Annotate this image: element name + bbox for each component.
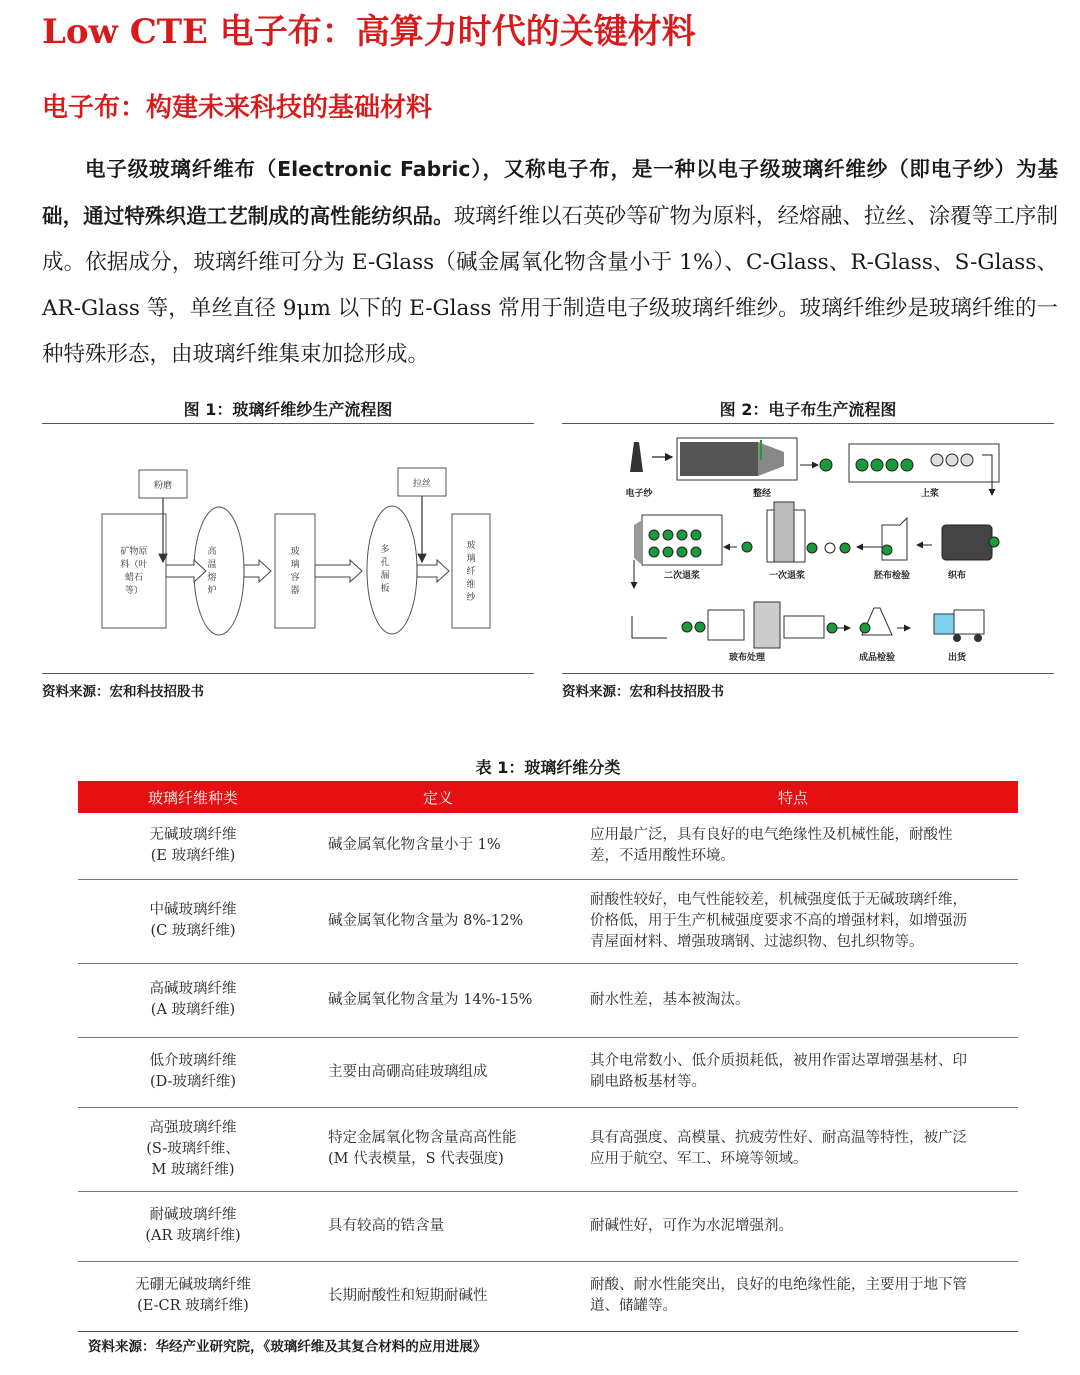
type-line: (E 玻璃纤维) <box>150 847 236 864</box>
cell-definition <box>308 879 568 963</box>
label-first-desizing: 一次退浆 <box>768 571 806 581</box>
definition-line: 长期耐酸性和短期耐碱性 <box>328 1287 488 1304</box>
label-grey-inspection: 胚布检验 <box>873 571 911 581</box>
sizing-roller-icon <box>901 459 913 471</box>
figure2-top-rule <box>562 423 1054 424</box>
label-finishing: 玻布处理 <box>728 653 766 663</box>
definition-line: 具有较高的锆含量 <box>328 1217 444 1234</box>
desize-roller-icon <box>677 530 687 540</box>
roller-icon <box>820 459 832 471</box>
inspection-roller-icon <box>882 545 892 555</box>
feature-line: 道、储罐等。 <box>590 1298 677 1314</box>
sizing-roller-icon <box>886 459 898 471</box>
container-label-3: 容 <box>290 573 300 583</box>
table-row <box>78 963 1018 1037</box>
figure1-top-rule <box>42 423 534 424</box>
label-weaving: 织布 <box>947 571 967 581</box>
table-row <box>78 1107 1018 1191</box>
feature-line: 耐酸性较好，电气性能较差，机械强度低于无碱玻璃纤维， <box>590 891 967 908</box>
figure1-bottom-rule <box>42 673 534 674</box>
cell-definition <box>308 963 568 1037</box>
cell-type <box>78 1261 308 1331</box>
feature-line: 耐水性差，基本被淘汰。 <box>590 991 750 1008</box>
table-row <box>78 1191 1018 1261</box>
figure1-source: 资料来源：宏和科技招股书 <box>42 684 204 700</box>
fiber-yarn-label-3: 纤 <box>466 567 476 577</box>
cell-features <box>568 813 1018 879</box>
raw-material-box <box>102 514 166 628</box>
feature-line: 价格低，用于生产机械强度要求不高的增强材料，如增强沥 <box>590 912 967 929</box>
raw-material-label-4: 等） <box>124 586 144 596</box>
desize-roller-icon <box>677 547 687 557</box>
type-line: 高强玻璃纤维 <box>149 1119 237 1136</box>
label-sizing: 上浆 <box>920 489 940 499</box>
raw-material-label-3: 蜡石 <box>124 573 144 583</box>
desize-roller-icon <box>663 530 673 540</box>
desize-roller-icon <box>663 547 673 557</box>
type-line: 无碱玻璃纤维 <box>149 826 237 843</box>
feature-line: 耐碱性好，可作为水泥增强剂。 <box>590 1217 793 1234</box>
container-label-2: 璃 <box>290 560 300 570</box>
warping-creel-icon <box>680 442 758 476</box>
furnace-label-4: 炉 <box>207 586 217 596</box>
cell-definition <box>308 813 568 879</box>
figure1-caption: 图 1：玻璃纤维纱生产流程图 <box>183 400 393 419</box>
desize-roller-icon <box>742 542 752 552</box>
feature-line: 具有高强度、高模量、抗疲劳性好、耐高温等特性，被广泛 <box>590 1130 967 1146</box>
furnace-label-3: 熔 <box>207 573 217 583</box>
bushing-label-1: 多 <box>380 545 390 555</box>
cell-definition <box>308 1037 568 1107</box>
figure2-process-diagram <box>562 430 1054 670</box>
table-row <box>78 1037 1018 1107</box>
fiber-yarn-label-5: 纱 <box>466 593 476 603</box>
shipping-wheel-icon <box>953 634 961 642</box>
desize-roller-icon <box>649 547 659 557</box>
cell-definition <box>308 1261 568 1331</box>
cell-features <box>568 963 1018 1037</box>
figure2-source: 资料来源：宏和科技招股书 <box>562 684 724 700</box>
arrow-r3-in <box>632 616 667 638</box>
table-row <box>78 813 1018 879</box>
finishing-roller-icon <box>682 622 692 632</box>
definition-line: (M 代表模量，S 代表强度) <box>328 1151 504 1167</box>
glass-fiber-classification-table <box>78 781 1018 1332</box>
drawing-label: 拉丝 <box>412 479 432 489</box>
bushing-label-2: 孔 <box>380 558 390 568</box>
finishing-roller-icon <box>695 622 705 632</box>
desize-roller-icon <box>807 543 817 553</box>
type-line: (AR 玻璃纤维) <box>145 1228 241 1244</box>
label-yarn: 电子纱 <box>625 489 653 499</box>
type-line: (E-CR 玻璃纤维) <box>137 1298 249 1314</box>
fiber-yarn-label-4: 维 <box>466 580 476 590</box>
type-line: 中碱玻璃纤维 <box>149 902 237 918</box>
figure2-caption: 图 2：电子布生产流程图 <box>719 400 897 419</box>
header-type: 玻璃纤维种类 <box>78 781 308 813</box>
type-line: (D-玻璃纤维) <box>149 1074 237 1090</box>
type-line: M 玻璃纤维) <box>151 1161 235 1178</box>
definition-line: 特定金属氧化物含量高高性能 <box>328 1130 517 1146</box>
fiber-yarn-label-2: 璃 <box>466 554 476 564</box>
powder-label: 粉磨 <box>153 481 173 491</box>
bushing-ellipse <box>367 506 417 634</box>
feature-line: 耐酸、耐水性能突出，良好的电绝缘性能，主要用于地下管 <box>590 1277 967 1293</box>
furnace-label-2: 温 <box>207 560 217 570</box>
bushing-label-3: 漏 <box>380 571 390 581</box>
type-line: 耐碱玻璃纤维 <box>149 1207 237 1223</box>
figure2-bottom-rule <box>562 673 1054 674</box>
weaving-loom-icon <box>942 525 992 560</box>
label-warping: 整经 <box>752 489 772 499</box>
cell-features <box>568 1107 1018 1191</box>
intro-paragraph <box>42 146 1058 378</box>
cell-definition <box>308 1191 568 1261</box>
sizing-dryer-icon <box>946 454 958 466</box>
definition-line: 碱金属氧化物含量小于 1% <box>328 837 501 854</box>
cell-type <box>78 1037 308 1107</box>
table-caption: 表 1：玻璃纤维分类 <box>475 758 621 777</box>
feature-line: 应用最广泛，具有良好的电气绝缘性及机械性能，耐酸性 <box>590 826 953 843</box>
type-line: (A 玻璃纤维) <box>150 1002 236 1018</box>
cell-type <box>78 1107 308 1191</box>
desize-roller-icon <box>825 543 835 553</box>
section-heading: 电子布：构建未来科技的基础材料 <box>42 93 433 123</box>
intro-body-text: 玻璃纤维以石英砂等矿物为原料，经熔融、拉丝、涂覆等工序制成。依据成分，玻璃纤维可分为 E-Glass（碱金属氧化物含量小于 1%）、C-Glass、R-Glass、S-Glass、AR-Glass 等，单丝直径 9μm 以下的 E-Glass 常用于制造电子级玻璃纤维纱。玻璃纤维纱是玻璃纤维的一种特殊形态，由玻璃纤维集束加捻形成。 <box>42 204 1058 367</box>
inspection-roller-icon <box>860 623 870 633</box>
label-final-inspection: 成品检验 <box>858 653 896 663</box>
type-line: (S-玻璃纤维、 <box>146 1140 240 1157</box>
definition-line: 碱金属氧化物含量为 14%-15% <box>328 991 533 1008</box>
feature-line: 差，不适用酸性环境。 <box>590 847 735 864</box>
finishing-machine <box>708 610 744 640</box>
definition-line: 碱金属氧化物含量为 8%-12% <box>328 912 524 929</box>
type-line: 无硼无碱玻璃纤维 <box>135 1277 251 1293</box>
header-features: 特点 <box>568 781 1018 813</box>
bushing-label-4: 板 <box>380 584 390 594</box>
type-line: (C 玻璃纤维) <box>150 923 236 939</box>
feature-line: 青屋面材料、增强玻璃钢、过滤织物、包扎织物等。 <box>590 933 924 950</box>
table-row <box>78 879 1018 963</box>
finishing-roller-icon <box>827 623 837 633</box>
finishing-oven <box>784 616 824 638</box>
definition-line: 主要由高硼高硅玻璃组成 <box>328 1063 488 1080</box>
container-label-1: 玻 <box>290 547 300 557</box>
cell-features <box>568 879 1018 963</box>
type-line: 低介玻璃纤维 <box>149 1053 237 1069</box>
fiber-yarn-label-1: 玻 <box>466 541 476 551</box>
table-row <box>78 1261 1018 1331</box>
sizing-dryer-icon <box>931 454 943 466</box>
cell-features <box>568 1191 1018 1261</box>
sizing-roller-icon <box>871 459 883 471</box>
cell-type <box>78 1191 308 1261</box>
sizing-roller-icon <box>856 459 868 471</box>
arrow-bushing-to-yarn <box>417 560 449 582</box>
loom-roller-icon <box>989 537 999 547</box>
feature-line: 应用于航空、军工、环境等领域。 <box>590 1151 808 1167</box>
shipping-truck-icon <box>954 610 984 634</box>
type-line: 高碱玻璃纤维 <box>149 981 237 997</box>
figure1-flowchart <box>42 430 534 670</box>
cell-features <box>568 1261 1018 1331</box>
container-box <box>275 514 315 628</box>
feature-line: 其介电常数小、低介质损耗低，被用作雷达罩增强基材、印 <box>590 1053 967 1069</box>
cell-type <box>78 963 308 1037</box>
label-shipping: 出货 <box>947 653 967 663</box>
finishing-tower <box>754 602 780 648</box>
page-title: Low CTE 电子布：高算力时代的关键材料 <box>42 12 696 52</box>
label-second-desizing: 二次退浆 <box>663 571 701 581</box>
desize-roller-icon <box>691 547 701 557</box>
table-source: 资料来源：华经产业研究院，《玻璃纤维及其复合材料的应用进展》 <box>88 1339 487 1355</box>
arrow-furnace-to-container <box>244 560 271 582</box>
cell-type <box>78 879 308 963</box>
feature-line: 刷电路板基材等。 <box>590 1074 706 1090</box>
second-desizing-front <box>634 520 642 565</box>
header-definition: 定义 <box>308 781 568 813</box>
container-label-4: 器 <box>290 586 300 596</box>
raw-material-label-2: 料（叶 <box>120 560 148 570</box>
furnace-label-1: 高 <box>207 547 217 557</box>
cell-definition <box>308 1107 568 1191</box>
cell-features <box>568 1037 1018 1107</box>
cell-type <box>78 813 308 879</box>
sizing-dryer-icon <box>961 454 973 466</box>
arrow-container-to-bushing <box>315 560 362 582</box>
desize-roller-icon <box>840 543 850 553</box>
desize-roller-icon <box>691 530 701 540</box>
shipping-wheel-icon <box>974 634 982 642</box>
yarn-spool-icon <box>630 442 643 472</box>
desize-roller-icon <box>649 530 659 540</box>
intro-bold-text: 电子级玻璃纤维布（Electronic Fabric），又称电子布，是一种以电子级玻璃纤维纱（即电子纱）为基础，通过特殊织造工艺制成的高性能纺织品。 <box>42 157 1058 228</box>
raw-material-label-1: 矿物原 <box>120 547 148 557</box>
first-desizing-tower <box>774 502 794 562</box>
